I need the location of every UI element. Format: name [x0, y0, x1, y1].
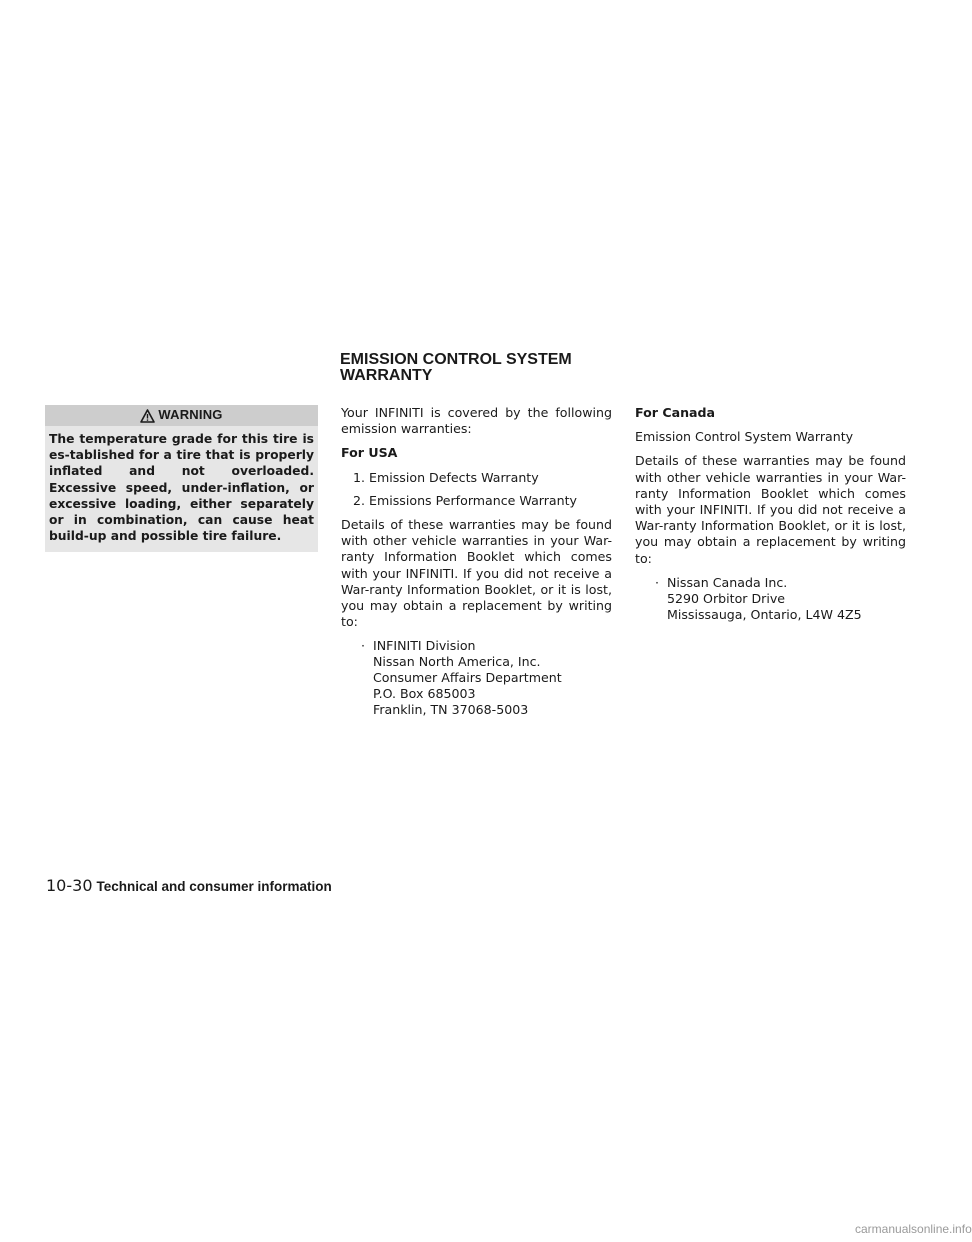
usa-column — [341, 405, 612, 726]
chapter-title: Technical and consumer information — [96, 879, 332, 894]
address-line: P.O. Box 685003 — [373, 686, 476, 702]
warning-header — [45, 405, 318, 426]
canada-details-paragraph: Details of these warranties may be found with other vehicle warranties in your War-ranty Information Booklet which comes with your INFINITI. If you did not receive a War-ranty Information Booklet, or it is lost, you may obtain a replacement by writing to: — [635, 453, 906, 566]
usa-details-paragraph: Details of these warranties may be found with other vehicle warranties in your War-ranty Information Booklet which comes with your INFINITI. If you did not receive a War-ranty Information Booklet, or it is lost, you may obtain a replacement by writing to: — [341, 517, 612, 630]
section-heading-line2: WARRANTY — [340, 367, 433, 384]
warning-triangle-icon — [140, 409, 155, 423]
section-heading-line1: EMISSION CONTROL SYSTEM — [340, 351, 572, 368]
page-number: 10-30 — [46, 876, 93, 895]
address-line: Mississauga, Ontario, L4W 4Z5 — [667, 606, 862, 622]
page-footer — [46, 876, 332, 895]
address-line: Franklin, TN 37068-5003 — [373, 702, 529, 718]
address-line: INFINITI Division — [373, 638, 476, 654]
list-item: 1. Emission Defects Warranty — [353, 469, 539, 485]
intro-paragraph: Your INFINITI is covered by the following emission warranties: — [341, 405, 612, 437]
canada-address — [635, 575, 906, 623]
usa-subhead: For USA — [341, 445, 398, 461]
address-line: Nissan Canada Inc. — [667, 574, 788, 590]
canada-warranty-name: Emission Control System Warranty — [635, 429, 854, 445]
list-item: 2. Emissions Performance Warranty — [353, 492, 578, 508]
warning-box — [45, 405, 318, 552]
address-line: Consumer Affairs Department — [373, 670, 562, 686]
usa-address — [341, 638, 612, 718]
canada-subhead: For Canada — [635, 405, 716, 420]
usa-warranty-list — [341, 470, 612, 509]
address-line: Nissan North America, Inc. — [373, 654, 541, 670]
bullet: · — [654, 574, 659, 590]
canada-column — [635, 405, 906, 631]
bullet: · — [360, 638, 365, 654]
watermark: carmanualsonline.info — [855, 1222, 972, 1236]
warning-text: The temperature grade for this tire is es-tablished for a tire that is properly inflated and not overloaded. Excessive speed, under-inflation, or excessive loading, either separately or in combination, can cause heat build-up and possible tire failure. — [45, 426, 318, 552]
section-heading — [340, 352, 640, 384]
address-line: 5290 Orbitor Drive — [667, 590, 786, 606]
warning-title: WARNING — [158, 407, 223, 423]
